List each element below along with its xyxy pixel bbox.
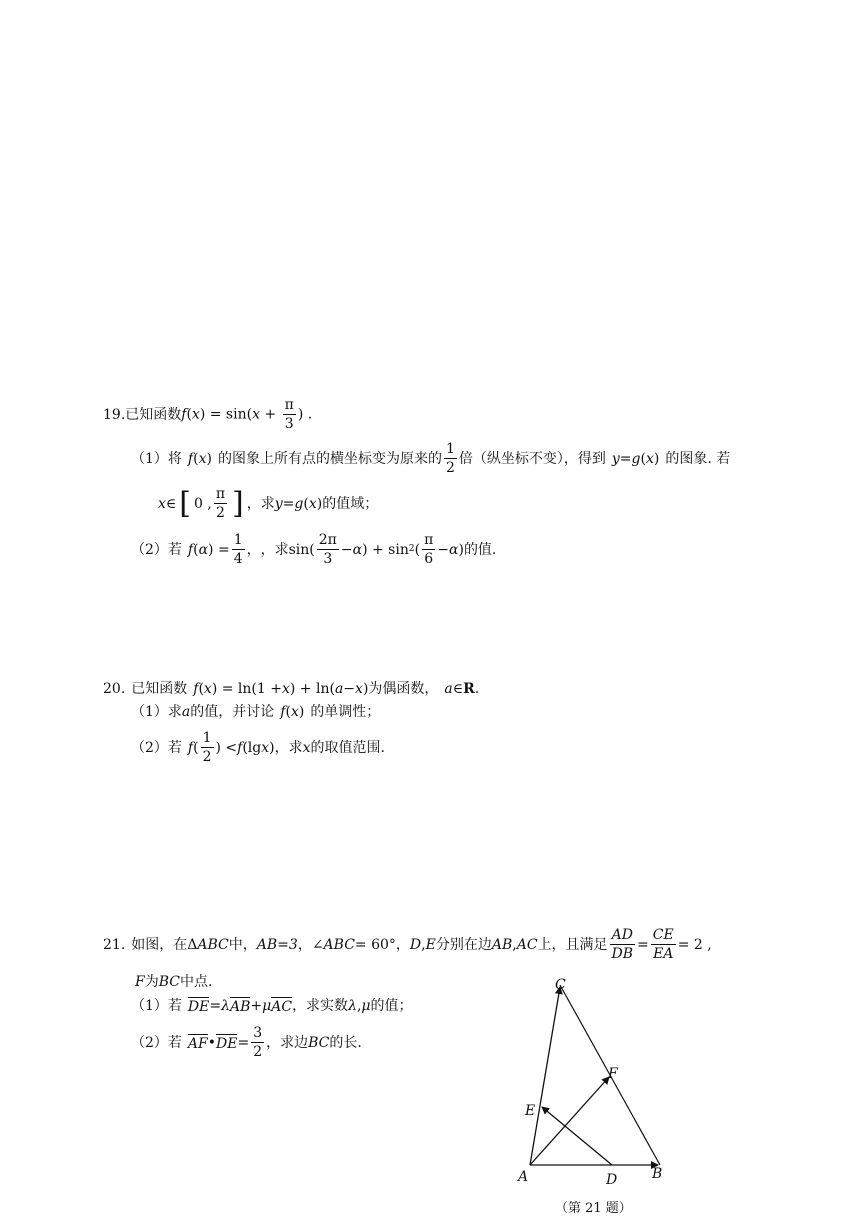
q21-part2-label: （2） [131, 1034, 168, 1051]
q21-stem-f: 分别在边 [435, 936, 492, 953]
side-ac [530, 987, 560, 1165]
q21-stem-d: ， [297, 936, 312, 953]
frac-pi-3: $\frac{\pi}{3}$ [284, 397, 294, 432]
q19-part1-text-b: 的图象上所有点的横坐标变为原来的 [217, 450, 442, 467]
label-f: F [608, 1066, 618, 1082]
label-e: E [525, 1103, 536, 1119]
label-a: A [518, 1169, 529, 1185]
q19-part1-text-a: 将 [167, 450, 182, 467]
q21-part1: （1） 若 DE = λ AB + μ AC ，求实数 λ , μ 的值； [131, 997, 413, 1015]
q21-figure-caption: （第 21 题） [555, 1201, 632, 1216]
q21-line2-b: 中点. [179, 974, 213, 990]
q19-part1-line1: （1） 将 f ( x ) 的图象上所有点的横坐标变为原来的 $\frac{1}{2}$ 倍（纵坐标不变），得到 y = g ( x ) 的图象. 若 [131, 441, 731, 476]
q19-part1-text-d: 的图象. 若 [665, 450, 731, 467]
q20-part1-text-a: 求 [167, 704, 182, 720]
q20-part2: （2） 若 f ( $\frac{1}{2}$ ) < f (lg x ) ，求 x 的取值范围. [131, 730, 385, 765]
q19-part2-text-a: 若 [167, 541, 182, 558]
frac-pi-2: $\frac{\pi}{2}$ [215, 486, 226, 521]
q19-part1-text-f: 的值域； [322, 495, 379, 512]
q21-part1-text-a: 若 [167, 997, 182, 1014]
q19-number: 19. [103, 406, 126, 423]
q21-line2-a: 为 [144, 974, 159, 990]
q19-part1-line2: x ∈ [ 0 , $\frac{\pi}{2}$ ] ，求 y = g ( x ) 的值域； [158, 485, 379, 521]
frac-pi-6: $\frac{\pi}{6}$ [424, 532, 434, 567]
q20-stem: 20. 已知函数 f ( x ) = ln(1 + x ) + ln( a − x ) 为偶函数， a ∈ R . [103, 681, 480, 697]
q20-part1-label: （1） [131, 704, 168, 720]
q19-part2: （2） 若 f ( α ) = $\frac{1}{4}$ ， ，求 sin( $\frac{2\pi}{3}$ − α ) + sin 2 ( $\frac{\pi}{6}$ − α ) 的值. [131, 532, 497, 567]
q19-part2-text-c: 的值. [463, 541, 497, 558]
q21-part2-text-c: 的长. [329, 1034, 362, 1051]
frac-1-4: $\frac{1}{4}$ [233, 532, 243, 567]
q21-stem-g: 上，且满足 [537, 936, 608, 953]
q20-stem-b: 为偶函数， [368, 681, 439, 697]
q21-part2-text-a: 若 [167, 1034, 182, 1051]
frac-ce-ea: $\frac{CE}{EA}$ [652, 927, 674, 962]
q21-part2-text-b: ，求边 [266, 1034, 309, 1051]
q19-part1-label: （1） [131, 450, 168, 467]
q19-stem-text: 已知函数 [125, 406, 182, 423]
q20-part1-text-c: 的单调性； [310, 704, 381, 720]
q20-part1: （1） 求 a 的值，并讨论 f ( x ) 的单调性； [131, 704, 381, 720]
q20-part2-text-a: 若 [167, 739, 182, 756]
q21-stem: 21. 如图，在 Δ ABC 中， AB=3 ， ∠ ABC = 60° ， D , E 分别在边 AB , AC 上，且满足 $\frac{AD}{DB}$ = $\frac{CE}{EA}$ = 2 , [103, 927, 712, 962]
frac-1-2b: $\frac{1}{2}$ [202, 730, 212, 765]
q19-part1-text-e: ，求 [246, 495, 275, 512]
q21-stem-b: 中， [228, 936, 257, 953]
frac-2pi-3: $\frac{2\pi}{3}$ [318, 532, 337, 567]
q20-stem-a: 已知函数 [131, 681, 188, 697]
frac-3-2: $\frac{3}{2}$ [253, 1025, 263, 1060]
frac-ad-db: $\frac{AD}{DB}$ [611, 927, 634, 962]
q21-stem-e: ， [395, 936, 410, 953]
label-d: D [606, 1172, 618, 1188]
vector-af [530, 1077, 609, 1165]
frac-1-2: $\frac{1}{2}$ [445, 441, 455, 476]
q21-stem-a: 如图，在 [131, 936, 188, 953]
q20-part2-text-b: ，求 [274, 739, 303, 756]
q21-part1-text-b: ，求实数 [292, 997, 349, 1014]
q21-triangle-figure [500, 975, 680, 1195]
q21-part1-label: （1） [131, 997, 168, 1014]
q20-number: 20. [103, 681, 126, 697]
label-c: C [555, 977, 566, 993]
q21-part1-text-c: 的值； [370, 997, 413, 1014]
q19-stem [103, 398, 312, 431]
q21-part2: （2） 若 AF • DE = $\frac{3}{2}$ ，求边 BC 的长. [131, 1025, 362, 1060]
q21-line2: F 为 BC 中点. [135, 974, 213, 990]
q21-stem-c: AB=3 [256, 936, 298, 953]
q19-formula: f(x) = sin(x + $\frac{\pi}{3}$ ) . [181, 397, 313, 432]
vector-de [542, 1107, 612, 1165]
q20-part2-text-c: 的取值范围. [310, 739, 385, 756]
q19-part2-text-b: ，求 [260, 541, 289, 558]
q20-part1-text-b: 的值，并讨论 [190, 704, 275, 720]
label-b: B [652, 1166, 663, 1182]
q19-part2-label: （2） [131, 541, 168, 558]
q19-part1-text-c: 倍（纵坐标不变），得到 [458, 450, 606, 467]
q21-number: 21. [103, 936, 126, 953]
q20-part2-label: （2） [131, 739, 168, 756]
